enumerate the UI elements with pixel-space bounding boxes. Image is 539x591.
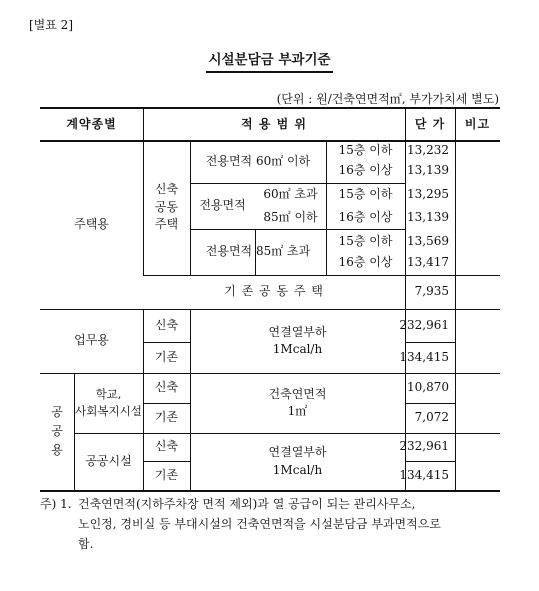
price-cell: 13,232 [407,143,449,158]
rule [455,109,456,490]
business-label: 업무용 [74,333,109,348]
footnote-line: 노인정, 경비실 등 부대시설의 건축연면적을 시설분담금 부과면적으로 [78,517,441,531]
existing-label: 기존 [154,349,179,364]
new-label: 신축 [154,317,179,332]
price-cell: 13,139 [407,209,449,224]
school-welfare-label: 학교, 사회복지시설 [75,387,142,418]
existing-label: 기존 [154,467,179,482]
price-cell: 232,961 [399,439,449,454]
price-cell: 13,417 [407,254,449,269]
price-cell: 7,072 [414,410,449,425]
floor-label: 16층 이상 [338,254,393,269]
existing-label: 기존 [154,410,179,425]
housing-label: 주택용 [74,216,109,231]
price-cell: 232,961 [399,317,449,332]
new-label: 신축 [154,380,179,395]
footnote [40,494,505,554]
area-gt85-label: 전용면적 85㎡ 초과 [205,244,311,259]
business-basis: 연결열부하 1Mcal/h [268,324,327,356]
header-unit-price: 단 가 [414,116,446,131]
floor-label: 15층 이하 [338,233,393,248]
floor-label: 16층 이상 [338,163,393,178]
page-title [0,48,539,68]
annex-label: [별표 2] [29,18,73,32]
price-cell: 134,415 [399,349,449,364]
price-cell: 7,935 [414,284,449,299]
fee-table [40,107,500,492]
school-basis: 건축연면적 1㎡ [268,386,327,418]
footnote-prefix: 주) 1. [40,497,72,511]
page-title-text: 시설분담금 부과기준 [206,52,332,73]
footnote-line: 함. [78,537,94,551]
existing-apartment-label: 기 존 공 동 주 택 [224,284,324,299]
price-cell: 10,870 [407,380,449,395]
over60-label: 60㎡ 초과 [263,186,318,201]
facility-basis: 연결열부하 1Mcal/h [268,445,327,477]
header-contract-type: 계약종별 [66,116,117,131]
area-le60-label: 전용면적 60㎡ 이하 [205,153,311,168]
unit-note: (단위 : 원/건축연면적㎡, 부가가치세 별도) [276,92,499,106]
floor-label: 15층 이하 [338,186,393,201]
floor-label: 16층 이상 [338,209,393,224]
public-label: 공 공 용 [51,404,63,458]
floor-label: 15층 이하 [338,143,393,158]
footnote-line: 건축연면적(지하주차장 면적 제외)과 열 공급이 되는 관리사무소, [78,497,416,511]
public-facility-label: 공공시설 [85,453,132,468]
new-apartment-label: 신축 공동 주택 [154,182,179,232]
area-mid-label: 전용면적 [199,198,246,213]
le85-label: 85㎡ 이하 [263,209,318,224]
price-cell: 13,139 [407,163,449,178]
header-remark: 비고 [464,116,491,131]
new-label: 신축 [154,439,179,454]
price-cell: 13,295 [407,186,449,201]
price-cell: 134,415 [399,467,449,482]
header-scope: 적 용 범 위 [241,116,307,131]
price-cell: 13,569 [407,233,449,248]
